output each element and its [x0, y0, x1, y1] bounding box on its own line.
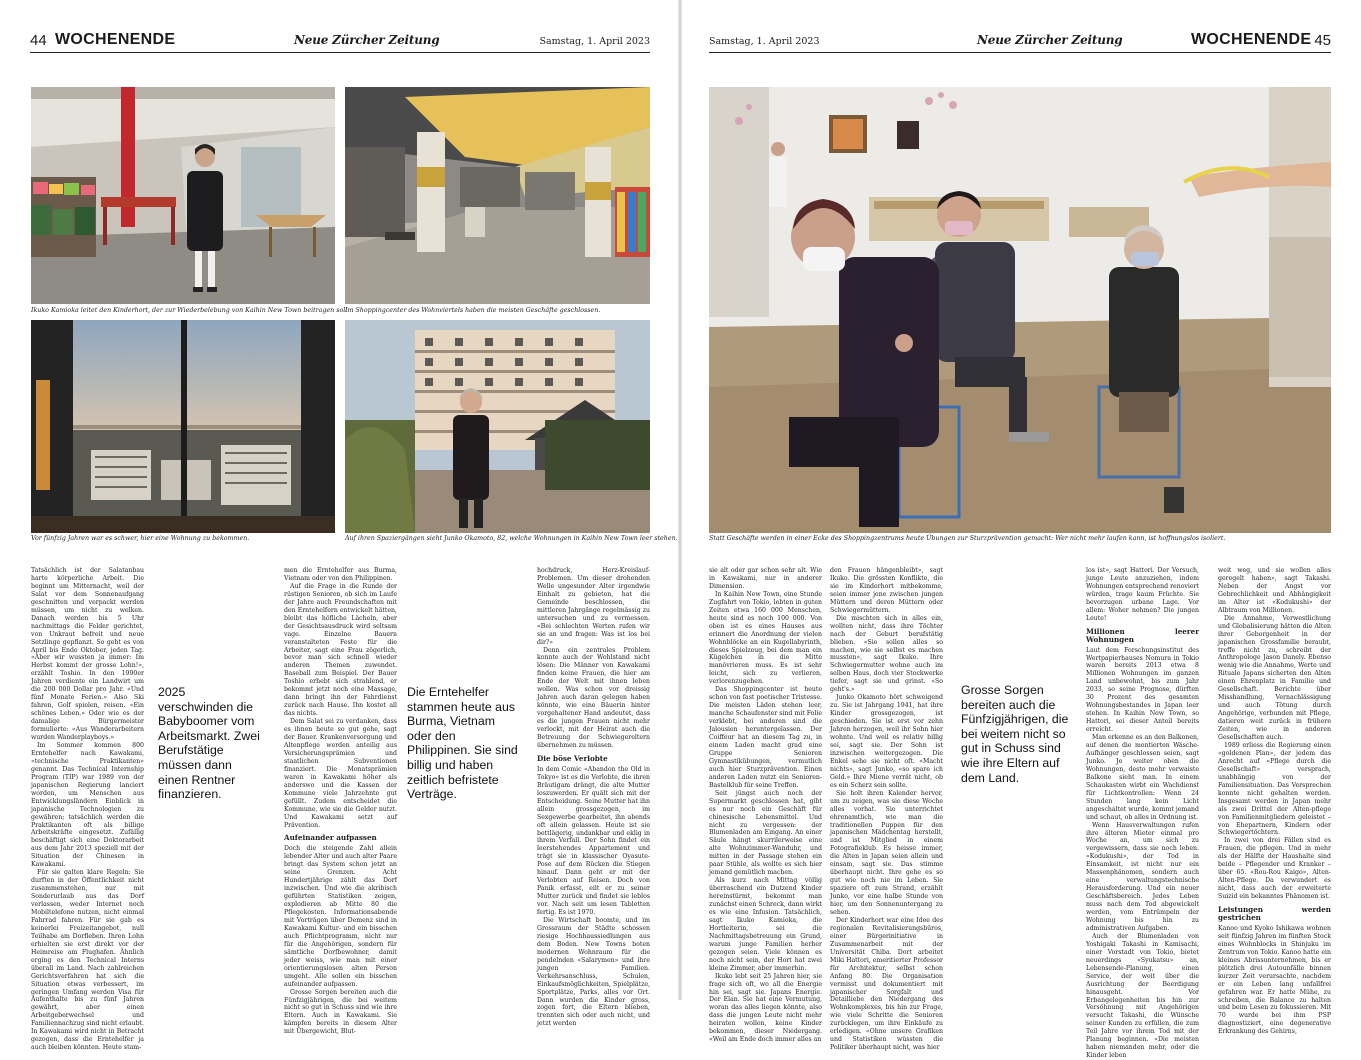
paragraph: Kanoo und Kyoko Ishikawa wohnen seit fünfzig Jahren im fünften Stock eines Wohnblocks in Shinjuku im Zentrum von Tokio. Kanoo hatte ein kleines Abrissunternehmen, bis er plötzlich drei Autounfälle binnen kurzer Zeit verursachte, nachdem er ein Leben lang unfallfrei gefahren war. Er hatte Mühe, zu schreiben, die Balance zu halten und beim Lesen zu fokussieren. Mit 70 wurde bei ihm PSP diagnostiziert, eine degenerative Erkrankung des Gehirns,: [1218, 924, 1331, 1036]
paragraph: Auf die Frage in die Runde der rüstigen Senioren, ob sich im Laufe der Jahre auch Freundschaften mit den Erntehelfern entwickelt hätten, bleibt das höfliche Lächeln, aber der Gesichtsausdruck wird seltsam vage. Einzelne Bauern veranstalteten Feste für die Arbeiter, sagt eine Frau zögerlich, bevor man sich schnell wieder anderen Themen zuwendet. Baseball zum Beispiel. Der Bauer Toshio erhebt sich strahlend, er bekommt jetzt noch eine Massage, dann bringt ihn der Fahrdienst zurück nach Hause. Ihn kostet all das nichts.: [284, 582, 397, 718]
photo-kinderhort-leader: [31, 87, 335, 304]
paragraph: Denn ein zentrales Problem konnte auch der Wohlstand nicht lösen: Die Männer von Kawakami finden keine Frauen, die hier am Ende der Welt mit ihnen leben wollen. Was schon vor dreissig Jahren auch daran gelegen haben könnte, wie eine Bäuerin hinter vorgehaltener Hand andeutet, dass es die jungen Frauen nicht mehr verlockt, mit der Heirat auch die Betreuung der Schwiegereltern übernehmen zu müssen.: [537, 646, 650, 749]
paragraph: Die mischten sich in alles ein, wollten nicht, dass ihre Töchter nach der Geburt berufstätig blieben. «Sie sollen alles so machen, wie sie selbst es machen mussten», sagt Ikuko. Ihre Schwiegermutter wohne auch im selben Haus, doch vier Stockwerke tiefer, sagt sie und grinst. «So geht's.»: [830, 614, 943, 694]
paragraph: Grosse Sorgen bereiten auch die Fünfzigjährigen, die bei weitem nicht so gut in Schuss sind wie ihre Eltern. Auch in Kawakami. Sie kämpfen bereits in diesem Alter mit Übergewicht, Blut-: [284, 988, 397, 1036]
page-header: [709, 30, 1331, 53]
page-header: [30, 30, 650, 53]
pull-quote: Grosse Sorgen bereiten auch die Fünfzigjährigen, die bei weitem nicht so gut in Schuss sind wie ihre Eltern auf dem Land.: [961, 683, 1069, 785]
page-number: 45: [1314, 32, 1331, 49]
article-column: [709, 567, 822, 1044]
left-page: [0, 0, 680, 1052]
photo-shopping-center: [345, 87, 650, 304]
paragraph: los ist», sagt Hattori. Der Versuch, junge Leute anzuziehen, indem Wohnungen entsprechend renoviert würden, trage kaum Früchte. Sie bevorzugen urbane Lage. Vor allem: Woher nehmen? Die jungen Leute!: [1086, 567, 1200, 622]
paragraph: In Kaihin New Town, eine Stunde Zugfahrt von Tokio, lebten in guten Zeiten etwa 160 000 Menschen, heute sind es noch 100 000. Von oben ist es eines Hauses aus erinnert die Anordnung der vielen Wohnblöcke an ein Kugellabyrinth, dieses Spielzeug, bei dem man ein Kügelchen in die Mitte manövrieren muss. Es ist sehr leicht, sich zu verlieren, verlorenzugehen.: [709, 590, 822, 686]
newspaper-name: Neue Zürcher Zeitung: [294, 33, 440, 47]
paragraph: Für sie galten klare Regeln: Sie durften in der Öffentlichkeit nicht zusammenstehen, nur mit Sonderurlaub aus das Dorf verlassen, weder Internet noch Mobiltelefone nutzen, nicht einmal Fahrrad fahren. Für sie gab es keinerlei Freizeitangebot, null Teilhabe am Dorfleben. Ihren Lohn erhielten sie erst direkt vor der Heimreise am Flughafen. Ähnlich erging es den Technical Interns überall im Land. Nach zahlreichen Gerichtsverfahren hat sich die Situation etwas verbessert, im geringen Umfang werden Visa für Aufenthalte bis zu fünf Jahren gewährt, aber einen Arbeitgeberwechsel und Familiennachzug sind nicht erlaubt. In Kawakami wird nicht in Betracht gezogen, dass die Erntehelfer ja auch bleiben könnten. Heute stam-: [31, 869, 144, 1052]
paragraph: Man erkenne es an den Balkonen, auf denen die montierten Wäsche-Aufhänger geschlossen seien, sagt Junko. Je weiter oben die Wohnungen, desto mehr verwaiste Balkone sieht man. In einem Schaukasten wirbt ein Wachdienst für Lichtkontrollen: Wenn 24 Stunden lang kein Licht angeschaltet wurde, kommt jemand und schaut, ob alles in Ordnung ist.: [1086, 734, 1199, 821]
section-title: WOCHENENDE: [1191, 31, 1312, 48]
photo-junko-okamoto: [345, 320, 650, 533]
paragraph: 1989 erliess die Regierung einen «goldenen Plan», der jedem das Anrecht auf «Pflege durch die Gesellschaft» versprach, unabhängig von der Familiensituation. Das Versprechen konnte nicht gehalten werden. Insgesamt werden in Japan mehr als zwei Drittel der Alten-pflege von Familienmitgliedern geleistet – von Ehepartnern, Kindern oder Schwiegertöchtern.: [1218, 741, 1331, 837]
pull-quote: 2025 verschwinden die Babyboomer vom Arbeitsmarkt. Zwei Berufstätige müssen dann einen Rentner finanzieren.: [158, 685, 260, 802]
paragraph: Der Kinderhort war eine Idee des regionalen Revitalisierungsbüros, einer Bürgerinitiative in Zusammenarbeit mit der Universität Chiba. Dort arbeitet Miki Hattori, emeritierter Professor für Architektur, selbst schon Anfang 80. Die Organisation vermisst und dokumentiert mit japanischer Sorgfalt und Detailliebe den Niedergang des Wohnkomplexes, bis hin zur Frage, wie viele Schritte die Senioren zurücklegen, um ihre Einkäufe zu erledigen. «Ohne unsere Grafiken und Statistiken wüssten die Politiker überhaupt nicht, was hier: [830, 916, 943, 1052]
paragraph: Sie holt ihren Kalender hervor, um zu zeigen, was sie diese Woche alles vorhat. Sie unterrichtet ehrenamtlich, wie man die traditionellen Puppen für den japanischen Mädchentag herstellt, und ist Mitglied in einem Fotografieklub. Es heisse immer, die Alten in Japan seien allein und einsam, sagt sie. Das stimme überhaupt nicht. Ihre gehe es so gut wie noch nie im Leben. Sie spaziere oft zum Strand, erzählt Junko, vor eine halbe Stunde von hier, um den Sonnenuntergang zu sehen.: [830, 789, 943, 916]
right-page: [681, 0, 1361, 1060]
subheading: Aufeinander aufpassen: [284, 833, 377, 843]
paragraph: Laut dem Forschungsinstitut des Wertpapierhauses Nomura in Tokio waren bereits 2013 etwa 8 Millionen Wohnungen im ganzen Land unbewohnt, bis zum Jahr 2033, so seine Prognose, dürften 30 Prozent des gesamten Wohnungsbestandes in Japan leer stehen. In Kaihin New Town, so Hattori, sei dieser Anteil bereits erreicht.: [1086, 646, 1199, 734]
paragraph: men die Erntehelfer aus Burma, Vietnam oder von den Philippinen.: [284, 567, 397, 582]
paragraph: Im Sommer kommen 800 Erntehelfer nach Kawakami, «technische Praktikanten» genannt. Das Technical Internship Program (TIP) war 1989 von der japanischen Regierung lanciert worden, um Menschen aus Entwicklungsländern Einblick in japanische Technologien zu gewähren; tatsächlich werden die Praktikanten oft als billige Arbeitskräfte eingesetzt. Zufällig beschäftigt sich eine Doktorarbeit aus dem Jahr 2013 speziell mit der Situation der Chinesen in Kawakami.: [31, 741, 144, 869]
article-column: [1086, 567, 1200, 1060]
paragraph: In zwei von drei Fällen sind es Frauen, die pflegen. Und in mehr als der Hälfte der Haushalte sind beide – Pflegender und Kranker – über 65. «Rou-Rou Kaigo», Alten-Alten-Pflege. Da verwundert es nicht, dass auch der erweiterte Suizid ein bekanntes Phänomen ist.: [1218, 837, 1331, 901]
page-number: 44: [30, 32, 47, 49]
article-column: [830, 567, 943, 1052]
paragraph: sie alt oder gar schon sehr alt. Wie in Kawakami, nur in anderer Dimension.: [709, 567, 822, 590]
paragraph: Die Annahme, Verwestlichung und Globalisierung hätten die Alten ihrer Geborgenheit in der japanischen Grossfamilie beraubt, treffe nicht zu, schreibt der Anthropologe Jason Danely. Ebenso wenig wie die Annahme, Werte und Rituale Japans sicherten den Alten einen Ehrenplatz in Familie und Gesellschaft. Berichte über Misshandlung, Vernachlässigung und auch Tötung durch Angehörige, verbunden mit Pflege, datieren weit zurück in frühere Zeiten, wie in anderen Gesellschaften auch.: [1218, 614, 1331, 742]
paragraph: Seit jüngst auch noch der Supermarkt geschlossen hat, gibt es nur noch ein Geschäft für chinesische Lebensmittel. Und nicht zu vergessen: der Blumenladen am Eingang. An einer Säule hängt skurrilerweise eine alte Wohnzimmer-Wanduhr, und mitten in der Passage stehen ein paar Stühle, als wollte es sich hier jemand gemütlich machen.: [709, 789, 822, 877]
photo-window-view: [31, 320, 335, 533]
subheading: Leistungen werden gestrichen: [1218, 905, 1331, 922]
photo-caption: Vor fünfzig Jahren war es schwer, hier eine Wohnung zu bekommen.: [31, 535, 250, 542]
paragraph: In dem Comic «Abandon the Old in Tokyo» ist es die Verlobte, die ihren Bräutigam drängt, die alte Mutter loszuwerden. Er quält sich mit der Entscheidung. Seine Mutter hat ihn allein grossgezogen, im Sexgewerbe gearbeitet, ihn abends oft allein gelassen. Heute ist sie bettlägerig, undankbar und eklig in ihrem Verfall. Der Sohn findet ein leerstehendes Appartement und trägt sie in klassischer Oyasute-Pose auf dem Rücken die Stiegen hinauf. Dann geht er mit der Verlobten auf Reisen. Doch von Panik erfasst, eilt er zu seiner Mutter zurück und findet sie leblos vor. Nach seit um lesen Tabletten fertig. Es ist 1970.: [537, 765, 650, 917]
paragraph: Junko Okamoto hört schweigend zu. Sie ist Jahrgang 1941, hat ihre Kinder grossgezogen, ist geschieden. Sie ist erst vor zehn Jahren herzogen, weil ihr Sohn hier wohnte. Und weil es relativ billig sei, sagt sie. Der Sohn ist inzwischen weitergezogen. Die Enkel sehe sie nicht oft. «Macht nichts», sagt Junko, «so spare ich Geld.» Ihre Miene verrät nicht, ob es ein Scherz sein sollte.: [830, 694, 943, 789]
paragraph: hochdruck, Herz-Kreislauf-Problemen. Um dieser drohenden Welle ungesunder Alter irgendwie Einhalt zu gebieten, hat die Gemeinde beschlossen, die mittleren Jahrgänge regelmässig zu untersuchen und zu vermessen. «Bei schlechten Werten rufen wir sie an und fragen: Was ist los bei dir?»: [537, 567, 650, 646]
paragraph: den Frauen hängenbleibt», sagt Ikuko. Die grössten Konflikte, die sie im Kinderhort mitbekomme, seien immer jene zwischen jungen Müttern und deren Müttern oder Schwiegermüttern.: [830, 567, 943, 614]
subheading: Millionen leerer Wohnungen: [1086, 626, 1199, 644]
paragraph: Ikuko lebt seit 25 Jahren hier, sie frage sich oft, wo all die Energie hin sei, sagt sie. Japans Energie. Der Elan. Sie hat eine Vermutung, woran das alles liegen könnte, also dass die jungen Leute nicht mehr heiraten wollen, keine Kinder bekommen, dieser Niedergang. «Weil am Ende doch immer alles an: [709, 972, 822, 1044]
paragraph: Doch die steigende Zahl allein lebender Alter und auch alter Paare bringt das System schon jetzt an seine Grenzen. Acht Hundertjährige zählt das Dorf inzwischen. Und wie die akribisch geführten Statistiken zeigen, explodieren ab Mitte 80 die Pflegekosten. Informationsabende mit Vorträgen über Demenz sind in Kawakami Kultur- und ein bisschen auch Pflichtprogramm, nicht nur für die Angehörigen, sondern für sämtliche Dorfbewohner, damit jeder weiss, wie man mit einer orientierungslosen alten Person umgeht. Alle sollen ein bisschen aufeinander aufpassen.: [284, 845, 397, 988]
paragraph: Tatsächlich ist der Salatanbau harte körperliche Arbeit. Die beginnt um Mitternacht, weil der Salat vor dem Sonnenaufgang geschnitten und verpackt werden müssen, um nicht zu welken. Danach werden bis 5 Uhr nachmittags die Felder gerichtet, von Unkraut befreit und neue Setzlinge gepflanzt. So geht es von April bis Ende Oktober, jeden Tag. «Aber wir wussten ja immer: Im Herbst kommt der grosse Lohn!», erzählt Toshio. In den 1990er Jahren verdiente ein Landwirt um die 200 000 Dollar pro Jahr. «Und fünf Monate Ferien.» Also Ski fahren, Golf spielen, reisen. «Ein schönes Leben.» Oder wie es der damalige Bürgermeister formulierte: «Aus Wanderarbeitern wurden Wanderplayboys.»: [31, 567, 144, 742]
section-title: WOCHENENDE: [55, 31, 176, 48]
subheading: Die böse Verlobte: [537, 753, 608, 763]
issue-date: Samstag, 1. April 2023: [539, 36, 650, 47]
pull-quote: Die Erntehelfer stammen heute aus Burma, Vietnam oder den Philippinen. Sie sind billig und haben zeitlich befristete Verträge.: [407, 685, 518, 802]
photo-caption: Im Shoppingcenter des Wohnviertels haben die meisten Geschäfte geschlossen.: [345, 307, 601, 314]
article-column: [31, 567, 144, 1052]
paragraph: Dem Salat sei zu verdanken, dass es ihnen heute so gut gehe, sagt der Bauer. Krankenversorgung und Altenpflege werden anteilig aus Versicherungsprämien und staatlichen Subventionen finanziert. Die Monatsprämien waren in Kawakami höher als anderswo und die Kassen der Kommune viele Jahrzehnte gut gefüllt. Zudem entscheidet die Kommune, wie sie die Gelder nutzt. Und Kawakami setzt auf Prävention.: [284, 718, 397, 829]
paragraph: Auch der Blumenladen von Yoshigaki Takashi in Kamisachi, einer Vorstadt von Tokio, bietet neuerdings «Syukatsu» an, Lebensende-Planung, einen Service, der weit über die Ausrichtung der Beerdigung hinausgeht. Vor Erbangelegenheiten bis hin zur Versöhnung mit Angehörigen versucht Takashi, die Wünsche seiner Kunden zu erfüllen, die zum Teil Jahre vor ihrem Tod mit der Planung beginnen. «Die meisten haben niemanden mehr, oder die Kinder leben: [1086, 932, 1199, 1060]
paragraph: weit weg, und sie wollen alles geregelt haben», sagt Takashi. Neben der Angst vor Gebrechlichkeit und Abhängigkeit im Alter ist «Kodukushi» der Albtraum von Millionen.: [1218, 567, 1331, 614]
paragraph: Als kurz nach Mittag völlig überraschend ein Dutzend Kinder hereinstürmt, bekommt man zunächst einen Schreck, dann wirkt es wie eine Infusion. Tatsächlich, sagt Ikuko Kamioka, die Hortleiterin, sei die Nachmittagsbetreuung ein Grund, warum junge Familien herber gezogen seien. Viele können es noch nicht sein, der Hort hat zwei kleine Zimmer, aber immerhin.: [709, 877, 822, 972]
paragraph: Das Shoppingcenter ist heute schon von fast poetischer Tristesse. Die meisten Läden stehen leer, manche Schaufenster sind mit Folie verklebt, bei anderen sind die Jalousien heruntergelassen. Der Coiffeur hat an diesem Tag zu, in einem Laden macht grad eine Gruppe Senioren Gymnastikübungen, vermutlich auch hier Sturzprävention. Einen anderen Laden nutzt ein Senioren-Bastelklub für seine Treffen.: [709, 686, 822, 789]
article-column: [537, 567, 650, 1028]
photo-caption: Statt Geschäfte werden in einer Ecke des Shoppingzentrums heute Übungen zur Sturzprävention gemacht: Wer nicht mehr laufen kann, ist hoffnungslos isoliert.: [709, 535, 1226, 542]
photo-fall-prevention-class: [709, 87, 1331, 533]
article-column: [284, 567, 397, 1036]
newspaper-name: Neue Zürcher Zeitung: [977, 33, 1123, 47]
issue-date: Samstag, 1. April 2023: [709, 36, 820, 47]
paragraph: Wenn Hausverwaltungen rufen ihre älteren Mieter einmal pro Woche an, um sich zu vergewissern, dass sie noch leben. «Kodukushi», der Tod in Einsamkeit, ist nicht nur ein Massenphänomen, sondern auch eine verwaltungstechnische Herausforderung. Und ein neuer Geschäftsbereich. Jedes Leben muss nach dem Tod abgewickelt werden, vom Entrümpeln der Wohnung bis hin zu administrativen Aufgaben.: [1086, 821, 1199, 932]
photo-caption: Ikuko Kamioka leitet den Kinderhort, der zur Wiederbelebung von Kaihin New Town beitragen soll.: [31, 307, 350, 314]
photo-caption: Auf ihren Spaziergängen sieht Junko Okamoto, 82, welche Wohnungen in Kaihin New Town leer stehen.: [345, 535, 678, 542]
paragraph: Die Wirtschaft boomte, und im Grossraum der Städte schossen riesige Hochhaussiedlungen aus dem Boden. New Towns boten modernen Wohnraum für die pendelnden «Salarymen» und ihre jungen Familien. Verkehrsanschluss, Schulen, Einkaufsmöglichkeiten, Spielplätze, Sportplätze, Parks, alles vor Ort. Dann wurden die Kinder gross, zogen fort, die Eltern blieben, trennten sich oder auch nicht, und jetzt werden: [537, 916, 650, 1028]
article-column: [1218, 567, 1331, 1036]
